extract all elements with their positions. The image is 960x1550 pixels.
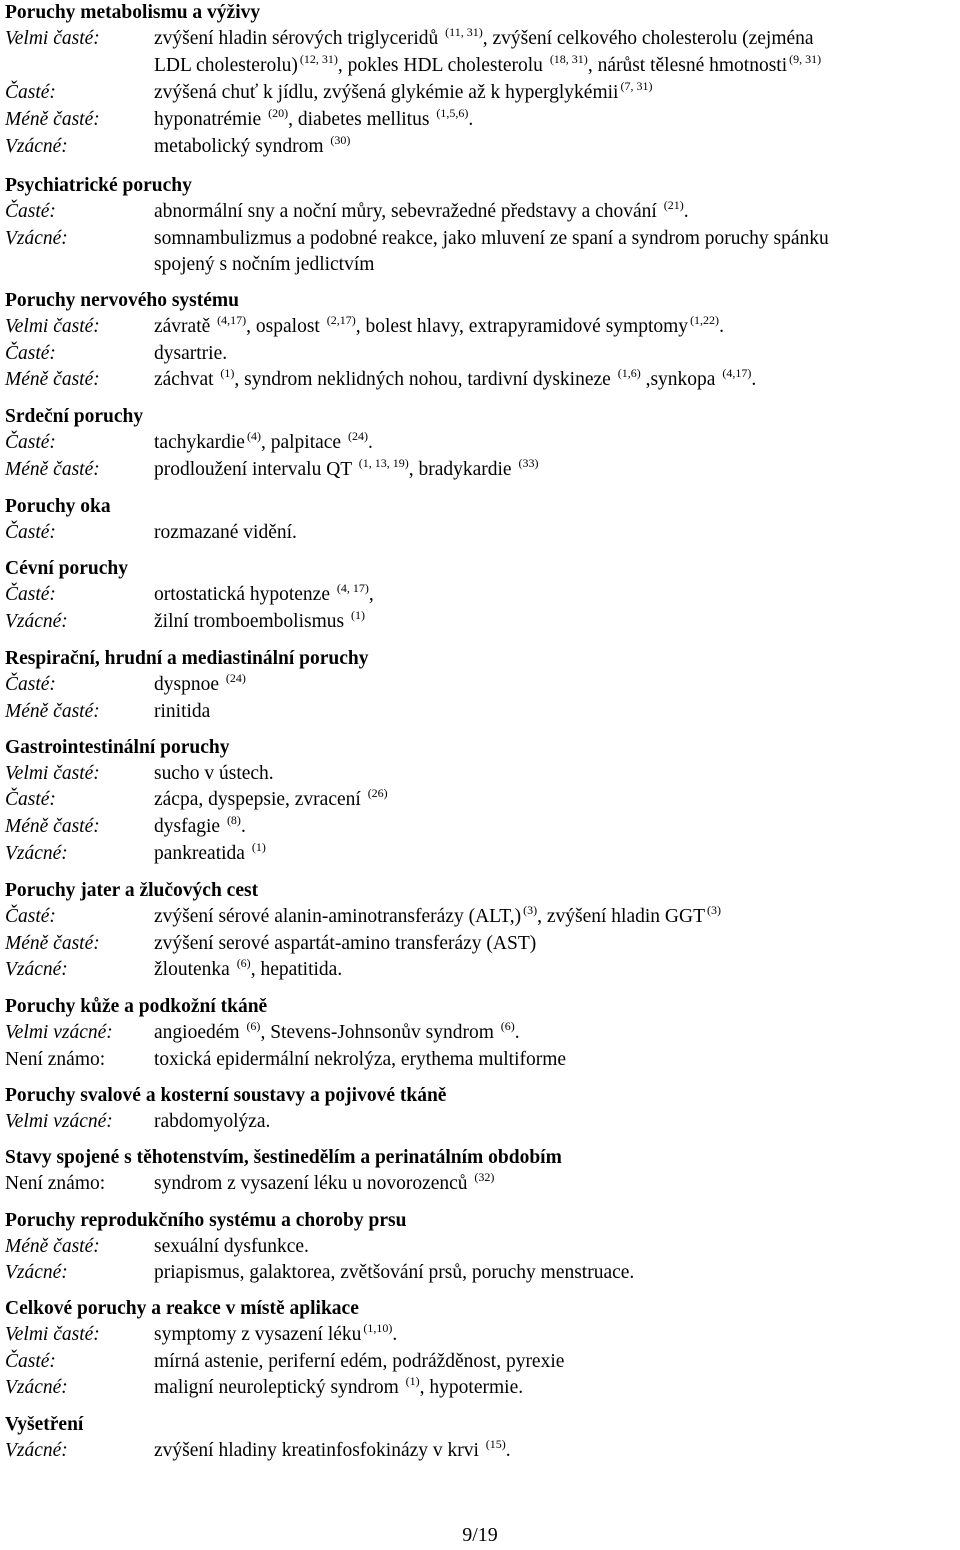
reference-superscript: (15) [485, 1437, 506, 1451]
section-heading: Respirační, hrudní a mediastinální poruchy [5, 648, 369, 669]
text-line [154, 252, 957, 278]
frequency-row [5, 787, 957, 814]
adverse-effects-text [154, 1234, 957, 1260]
text-line [154, 904, 957, 931]
frequency-row [5, 814, 957, 841]
frequency-label: Vzácné: [5, 1440, 68, 1461]
text-segment: angioedém [154, 1022, 245, 1043]
frequency-row [5, 1171, 957, 1198]
text-segment: prodloužení intervalu QT [154, 459, 357, 480]
text-line [154, 80, 957, 107]
text-segment: ortostatická hypotenze [154, 584, 335, 605]
text-segment: , pokles HDL cholesterolu [337, 55, 548, 76]
text-segment: dysartrie. [154, 343, 228, 364]
section-heading: Gastrointestinální poruchy [5, 737, 230, 758]
text-line [154, 199, 957, 226]
section-heading: Poruchy kůže a podkožní tkáně [5, 996, 268, 1017]
text-line [154, 107, 957, 134]
text-segment: . [367, 432, 373, 453]
adverse-effects-text [154, 199, 957, 226]
text-segment: závratě [154, 316, 216, 337]
frequency-label: Velmi vzácné: [5, 1022, 113, 1043]
text-segment: , hypotermie. [419, 1377, 524, 1398]
adverse-effects-text [154, 672, 957, 699]
section-heading: Poruchy jater a žlučových cest [5, 880, 259, 901]
adverse-effects-text [154, 957, 957, 984]
section [5, 1145, 957, 1198]
text-line [154, 1047, 957, 1073]
section [5, 646, 957, 725]
text-segment: spojený s nočním jedlictvím [154, 254, 375, 275]
reference-superscript: (18, 31) [549, 52, 588, 66]
adverse-effects-text [154, 107, 957, 134]
reference-superscript: (2,17) [326, 313, 356, 327]
text-segment: žloutenka [154, 959, 235, 980]
text-segment: priapismus, galaktorea, zvětšování prsů, poruchy menstruace. [154, 1262, 635, 1283]
text-segment: , diabetes mellitus [288, 109, 435, 130]
text-segment: zácpa, dyspepsie, zvracení [154, 789, 366, 810]
text-segment: . [392, 1324, 398, 1345]
text-segment: . [240, 816, 246, 837]
frequency-row [5, 367, 957, 394]
text-segment: , hepatitida. [250, 959, 343, 980]
section-heading: Celkové poruchy a reakce v místě aplikace [5, 1298, 359, 1319]
reference-superscript: (9, 31) [789, 52, 822, 66]
text-line [154, 520, 957, 546]
text-segment: dyspnoe [154, 674, 224, 695]
frequency-row [5, 609, 957, 636]
section-heading: Poruchy nervového systému [5, 290, 239, 311]
frequency-label: Méně časté: [5, 701, 100, 722]
frequency-row [5, 1375, 957, 1402]
reference-superscript: (33) [518, 456, 539, 470]
adverse-effects-text [154, 904, 957, 931]
reference-superscript: (1,10) [363, 1321, 393, 1335]
reference-superscript: (1,5,6) [436, 106, 469, 120]
section-heading: Srdeční poruchy [5, 406, 144, 427]
text-line [154, 1438, 957, 1465]
frequency-row [5, 26, 957, 80]
reference-superscript: (6) [246, 1019, 261, 1033]
text-line [154, 53, 957, 80]
section [5, 1296, 957, 1402]
text-line [154, 134, 957, 161]
adverse-effects-text [154, 80, 957, 107]
text-line [154, 1375, 957, 1402]
frequency-label: Velmi časté: [5, 28, 100, 49]
frequency-row [5, 199, 957, 226]
text-segment: zvýšení serové aspartát-amino transferázy (AST) [154, 933, 537, 954]
section-heading: Vyšetření [5, 1414, 84, 1435]
text-segment: , bradykardie [408, 459, 517, 480]
frequency-label: Vzácné: [5, 228, 68, 249]
frequency-row [5, 1234, 957, 1260]
frequency-row [5, 457, 957, 484]
text-segment: , nárůst tělesné hmotnosti [587, 55, 788, 76]
text-line [154, 1322, 957, 1349]
text-segment: mírná astenie, periferní edém, podrážděnost, pyrexie [154, 1351, 565, 1372]
text-segment: zvýšení sérové alanin-aminotransferázy (ALT,) [154, 906, 522, 927]
adverse-effects-text [154, 1260, 957, 1286]
frequency-label: Méně časté: [5, 933, 100, 954]
text-segment: . [468, 109, 474, 130]
adverse-effects-text [154, 134, 957, 161]
section [5, 173, 957, 278]
text-segment: toxická epidermální nekrolýza, erythema multiforme [154, 1049, 567, 1070]
adverse-effects-text [154, 1047, 957, 1073]
frequency-row [5, 430, 957, 457]
frequency-row [5, 1322, 957, 1349]
text-segment: tachykardie [154, 432, 245, 453]
frequency-row [5, 341, 957, 367]
frequency-row [5, 931, 957, 957]
reference-superscript: (6) [500, 1019, 515, 1033]
text-line [154, 314, 957, 341]
reference-superscript: (26) [367, 786, 388, 800]
frequency-label: Časté: [5, 343, 56, 364]
page-number: 9/19 [462, 1524, 498, 1546]
text-segment: . [505, 1440, 511, 1461]
reference-superscript: (4, 17) [336, 581, 369, 595]
frequency-label: Vzácné: [5, 1262, 68, 1283]
text-segment: maligní neuroleptický syndrom [154, 1377, 404, 1398]
frequency-row [5, 1109, 957, 1135]
frequency-label: Velmi časté: [5, 316, 100, 337]
section [5, 404, 957, 484]
reference-superscript: (21) [663, 198, 684, 212]
text-line [154, 226, 957, 252]
adverse-effects-text [154, 1322, 957, 1349]
text-segment: zvýšení hladiny kreatinfosfokinázy v krvi [154, 1440, 484, 1461]
section-heading: Poruchy metabolismu a výživy [5, 2, 261, 23]
reference-superscript: (7, 31) [620, 79, 653, 93]
adverse-effects-text [154, 457, 957, 484]
text-segment: , zvýšení hladin GGT [537, 906, 705, 927]
text-segment: symptomy z vysazení léku [154, 1324, 362, 1345]
frequency-label: Vzácné: [5, 611, 68, 632]
reference-superscript: (8) [226, 813, 241, 827]
text-segment: rinitida [154, 701, 211, 722]
frequency-row [5, 1438, 957, 1465]
section [5, 878, 957, 984]
text-segment: zvýšená chuť k jídlu, zvýšená glykémie až k hyperglykémii [154, 82, 619, 103]
reference-superscript: (20) [268, 106, 289, 120]
adverse-effects-text [154, 761, 957, 787]
text-segment: hyponatrémie [154, 109, 267, 130]
reference-superscript: (1,6) [617, 366, 641, 380]
frequency-row [5, 314, 957, 341]
adverse-effects-text [154, 1109, 957, 1135]
frequency-label: Méně časté: [5, 816, 100, 837]
frequency-row [5, 1047, 957, 1073]
text-line [154, 26, 957, 53]
frequency-label: Časté: [5, 432, 56, 453]
adverse-effects-text [154, 1349, 957, 1375]
frequency-label: Časté: [5, 82, 56, 103]
adverse-effects-text [154, 430, 957, 457]
frequency-label: Není známo: [5, 1049, 106, 1070]
text-line [154, 787, 957, 814]
frequency-label: Časté: [5, 522, 56, 543]
frequency-label: Velmi vzácné: [5, 1111, 113, 1132]
frequency-row [5, 699, 957, 725]
text-line [154, 1349, 957, 1375]
frequency-row [5, 80, 957, 107]
frequency-label: Časté: [5, 906, 56, 927]
reference-superscript: (11, 31) [445, 25, 483, 39]
section [5, 1083, 957, 1135]
frequency-label: Vzácné: [5, 1377, 68, 1398]
adverse-effects-text [154, 314, 957, 341]
reference-superscript: (1) [220, 366, 235, 380]
reference-superscript: (3) [523, 903, 538, 917]
adverse-effects-text [154, 341, 957, 367]
section [5, 1412, 957, 1465]
adverse-effects-text [154, 582, 957, 609]
document-body [5, 0, 957, 1465]
text-segment: pankreatida [154, 843, 250, 864]
adverse-effects-text [154, 226, 957, 278]
text-line [154, 367, 957, 394]
text-line [154, 341, 957, 367]
frequency-row [5, 841, 957, 868]
reference-superscript: (24) [225, 671, 246, 685]
reference-superscript: (32) [474, 1170, 495, 1184]
reference-superscript: (1) [405, 1374, 420, 1388]
adverse-effects-text [154, 367, 957, 394]
section [5, 735, 957, 868]
text-segment: , syndrom neklidných nohou, tardivní dyskineze [234, 369, 616, 390]
reference-superscript: (1, 13, 19) [358, 456, 409, 470]
text-segment: , bolest hlavy, extrapyramidové symptomy [355, 316, 689, 337]
text-line [154, 1260, 957, 1286]
adverse-effects-text [154, 1438, 957, 1465]
section [5, 556, 957, 636]
text-line [154, 672, 957, 699]
section-heading: Poruchy reprodukčního systému a choroby prsu [5, 1210, 407, 1231]
frequency-label: Časté: [5, 201, 56, 222]
frequency-label: Časté: [5, 674, 56, 695]
text-segment: žilní tromboembolismus [154, 611, 349, 632]
frequency-row [5, 520, 957, 546]
frequency-row [5, 761, 957, 787]
text-segment: . [683, 201, 689, 222]
text-line [154, 841, 957, 868]
adverse-effects-text [154, 841, 957, 868]
text-line [154, 1109, 957, 1135]
frequency-row [5, 672, 957, 699]
frequency-label: Méně časté: [5, 459, 100, 480]
frequency-label: Vzácné: [5, 959, 68, 980]
adverse-effects-text [154, 1171, 957, 1198]
text-line [154, 1234, 957, 1260]
text-segment: . [514, 1022, 520, 1043]
text-segment: sucho v ústech. [154, 763, 274, 784]
section [5, 288, 957, 394]
reference-superscript: (12, 31) [299, 52, 338, 66]
reference-superscript: (24) [347, 429, 368, 443]
reference-superscript: (4) [246, 429, 261, 443]
text-line [154, 582, 957, 609]
frequency-label: Časté: [5, 584, 56, 605]
frequency-row [5, 1260, 957, 1286]
text-segment: , Stevens-Johnsonův syndrom [260, 1022, 499, 1043]
section-heading: Psychiatrické poruchy [5, 175, 192, 196]
adverse-effects-text [154, 787, 957, 814]
adverse-effects-text [154, 814, 957, 841]
frequency-row [5, 1020, 957, 1047]
text-line [154, 609, 957, 636]
adverse-effects-text [154, 699, 957, 725]
frequency-label: Není známo: [5, 1173, 106, 1194]
text-line [154, 931, 957, 957]
frequency-row [5, 107, 957, 134]
section-heading: Poruchy svalové a kosterní soustavy a pojivové tkáně [5, 1085, 447, 1106]
text-segment: metabolický syndrom [154, 136, 329, 157]
frequency-row [5, 134, 957, 161]
reference-superscript: (4,17) [722, 366, 752, 380]
frequency-label: Vzácné: [5, 136, 68, 157]
text-segment: sexuální dysfunkce. [154, 1236, 309, 1257]
text-segment: . [719, 316, 724, 337]
frequency-label: Méně časté: [5, 109, 100, 130]
text-segment: somnambulizmus a podobné reakce, jako mluvení ze spaní a syndrom poruchy spánku [154, 228, 829, 249]
text-line [154, 1020, 957, 1047]
text-segment: rabdomyolýza. [154, 1111, 271, 1132]
frequency-label: Časté: [5, 1351, 56, 1372]
text-segment: dysfagie [154, 816, 225, 837]
adverse-effects-text [154, 931, 957, 957]
text-segment: ,synkopa [640, 369, 721, 390]
text-segment: , [368, 584, 374, 605]
text-segment: , zvýšení celkového cholesterolu (zejména [482, 28, 814, 49]
frequency-row [5, 904, 957, 931]
reference-superscript: (1) [351, 608, 365, 622]
frequency-label: Méně časté: [5, 369, 100, 390]
text-segment: abnormální sny a noční můry, sebevražedné představy a chování [154, 201, 662, 222]
text-segment: . [751, 369, 757, 390]
reference-superscript: (30) [330, 133, 351, 147]
reference-superscript: (4,17) [217, 313, 247, 327]
section [5, 494, 957, 546]
section-heading: Poruchy oka [5, 496, 111, 517]
reference-superscript: (1,22) [690, 313, 720, 327]
text-line [154, 761, 957, 787]
reference-superscript: (6) [236, 956, 251, 970]
text-segment: , ospalost [246, 316, 325, 337]
adverse-effects-text [154, 26, 957, 80]
frequency-label: Méně časté: [5, 1236, 100, 1257]
adverse-effects-text [154, 1375, 957, 1402]
text-line [154, 814, 957, 841]
text-line [154, 699, 957, 725]
section-heading: Cévní poruchy [5, 558, 128, 579]
text-line [154, 457, 957, 484]
section-heading: Stavy spojené s těhotenstvím, šestinedělím a perinatálním obdobím [5, 1147, 562, 1168]
frequency-label: Velmi časté: [5, 1324, 100, 1345]
text-line [154, 1171, 957, 1198]
reference-superscript: (3) [707, 903, 721, 917]
text-segment: záchvat [154, 369, 219, 390]
section [5, 0, 957, 161]
text-segment: , palpitace [260, 432, 346, 453]
frequency-row [5, 1349, 957, 1375]
text-line [154, 957, 957, 984]
frequency-label: Velmi časté: [5, 763, 100, 784]
adverse-effects-text [154, 609, 957, 636]
text-segment: LDL cholesterolu) [154, 55, 298, 76]
text-segment: syndrom z vysazení léku u novorozenců [154, 1173, 473, 1194]
text-segment: zvýšení hladin sérových triglyceridů [154, 28, 444, 49]
text-line [154, 430, 957, 457]
section [5, 1208, 957, 1286]
frequency-row [5, 582, 957, 609]
frequency-label: Vzácné: [5, 843, 68, 864]
frequency-row [5, 957, 957, 984]
frequency-label: Časté: [5, 789, 56, 810]
adverse-effects-text [154, 520, 957, 546]
section [5, 994, 957, 1073]
reference-superscript: (1) [251, 840, 266, 854]
adverse-effects-text [154, 1020, 957, 1047]
frequency-row [5, 226, 957, 278]
text-segment: rozmazané vidění. [154, 522, 297, 543]
